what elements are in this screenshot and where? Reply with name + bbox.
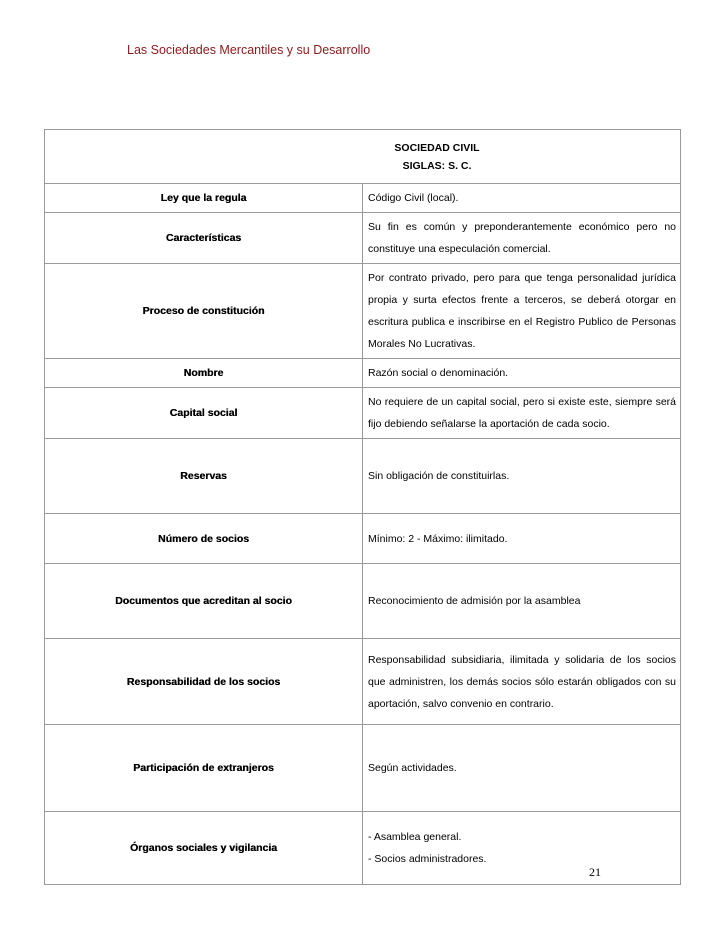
row-value: Por contrato privado, pero para que tenga personalidad jurídica propia y surta efectos frente a terceros, se deberá otorgar en escritura publica e inscribirse en el Registro Publico de Personas Morales No Lucrativas. xyxy=(363,264,681,359)
row-label: Características xyxy=(45,213,363,264)
document-header: Las Sociedades Mercantiles y su Desarrollo xyxy=(127,43,371,57)
row-label: Órganos sociales y vigilancia xyxy=(45,812,363,885)
table-row xyxy=(45,184,681,213)
row-value: Según actividades. xyxy=(363,725,681,812)
sociedad-civil-table xyxy=(44,129,681,885)
row-value xyxy=(363,812,681,885)
row-value: Reconocimiento de admisión por la asamblea xyxy=(363,564,681,639)
row-label: Ley que la regula xyxy=(45,184,363,213)
row-label: Responsabilidad de los socios xyxy=(45,639,363,725)
table-title-line2: SIGLAS: S. C. xyxy=(402,160,472,172)
table-row xyxy=(45,264,681,359)
row-value: Código Civil (local). xyxy=(363,184,681,213)
row-label: Número de socios xyxy=(45,514,363,564)
table-row xyxy=(45,564,681,639)
row-value: Responsabilidad subsidiaria, ilimitada y solidaria de los socios que administren, los demás socios sólo estarán obligados con su aportación, salvo convenio en contrario. xyxy=(363,639,681,725)
table-row xyxy=(45,514,681,564)
table-title-line1: SOCIEDAD CIVIL xyxy=(394,142,480,154)
table-row xyxy=(45,639,681,725)
table-row xyxy=(45,725,681,812)
row-label: Documentos que acreditan al socio xyxy=(45,564,363,639)
row-label: Proceso de constitución xyxy=(45,264,363,359)
table-row xyxy=(45,439,681,514)
page-number: 21 xyxy=(589,865,601,879)
table-row xyxy=(45,359,681,388)
row-value-line: - Socios administradores. xyxy=(368,853,487,865)
row-value: Su fin es común y preponderantemente económico pero no constituye una especulación comercial. xyxy=(363,213,681,264)
row-label: Nombre xyxy=(45,359,363,388)
row-value: Razón social o denominación. xyxy=(363,359,681,388)
table-row xyxy=(45,812,681,885)
table-title-row xyxy=(45,130,681,184)
row-value: Mínimo: 2 - Máximo: ilimitado. xyxy=(363,514,681,564)
table-row xyxy=(45,213,681,264)
table-title xyxy=(45,130,681,184)
row-value-line: - Asamblea general. xyxy=(368,831,462,843)
row-value: Sin obligación de constituirlas. xyxy=(363,439,681,514)
row-value: No requiere de un capital social, pero si existe este, siempre será fijo debiendo señalarse la aportación de cada socio. xyxy=(363,388,681,439)
row-label: Capital social xyxy=(45,388,363,439)
row-label: Reservas xyxy=(45,439,363,514)
row-label: Participación de extranjeros xyxy=(45,725,363,812)
table-row xyxy=(45,388,681,439)
